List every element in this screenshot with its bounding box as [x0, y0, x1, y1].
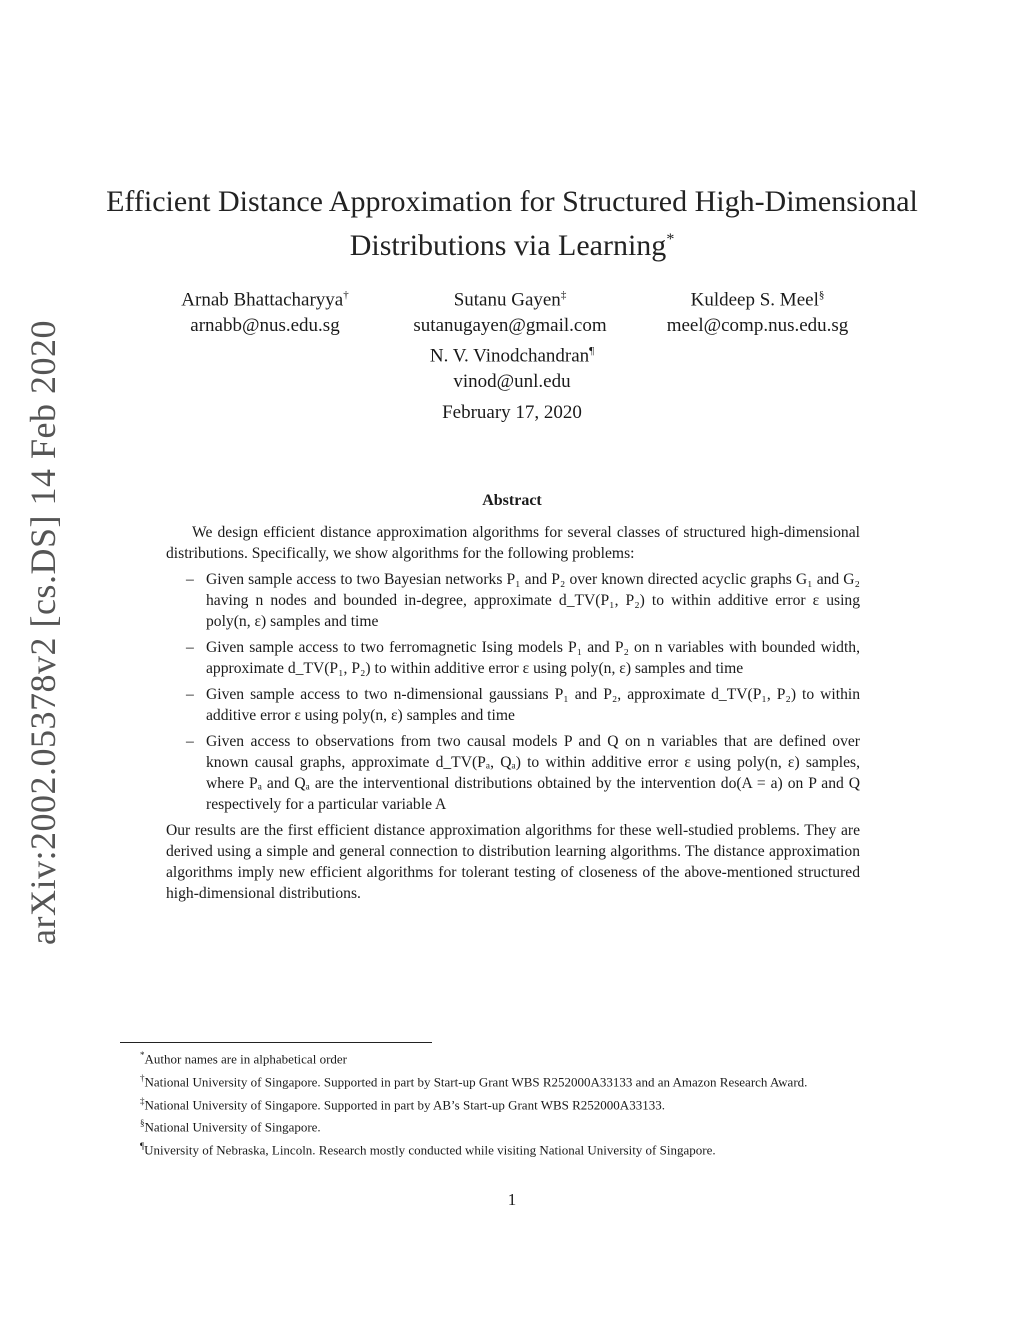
- title-line-2: Distributions via Learning*: [349, 229, 675, 262]
- footnote: ¶University of Nebraska, Lincoln. Research mostly conducted while visiting National University of Singapore.: [140, 1141, 716, 1158]
- list-item: – Given access to observations from two causal models P and Q on n variables that are defined over known causal graphs, approximate d_TV(Pₐ, Qₐ) to within additive error ε using poly(n, ε) samples, where Pₐ and Qₐ are the interventional distributions obtained by the intervention do(A = a) on P and Q respectively for a particular variable A: [186, 733, 860, 813]
- author-name: Kuldeep S. Meel§: [690, 289, 825, 311]
- author-block: [155, 282, 375, 339]
- list-item: – Given sample access to two n-dimensional gaussians P₁ and P₂, approximate d_TV(P₁, P₂) to within additive error ε using poly(n, ε) samples and time: [186, 686, 860, 724]
- author-email: sutanugayen@gmail.com: [413, 315, 607, 337]
- list-item: – Given sample access to two Bayesian networks P₁ and P₂ over known directed acyclic graphs G₁ and G₂ having n nodes and bounded in-degree, approximate d_TV(P₁, P₂) to within additive error ε using poly(n, ε) samples and time: [186, 571, 860, 630]
- author-email: vinod@unl.edu: [453, 371, 571, 393]
- page-number: 1: [507, 1190, 517, 1209]
- author-block: [650, 282, 865, 339]
- footnotes: [120, 1046, 906, 1160]
- author-name: Arnab Bhattacharyya†: [181, 289, 349, 311]
- author-name: Sutanu Gayen‡: [453, 289, 567, 311]
- abstract-heading: Abstract: [482, 492, 542, 509]
- author-email: meel@comp.nus.edu.sg: [666, 315, 849, 337]
- footnote: *Author names are in alphabetical order: [140, 1050, 347, 1067]
- problem-list: [166, 569, 860, 815]
- footnote-divider: [120, 1042, 432, 1043]
- abstract-body: [166, 522, 860, 904]
- list-item: – Given sample access to two ferromagnetic Ising models P₁ and P₂ on n variables with bounded width, approximate d_TV(P₁, P₂) to within additive error ε using poly(n, ε) samples and time: [186, 639, 860, 677]
- footnote: †National University of Singapore. Supported in part by Start-up Grant WBS R252000A33133 and an Amazon Research Award.: [140, 1072, 808, 1090]
- author-block: [395, 282, 625, 339]
- publication-date: February 17, 2020: [442, 402, 582, 423]
- paper-title: [100, 183, 924, 265]
- author-email: arnabb@nus.edu.sg: [190, 315, 340, 337]
- arxiv-identifier-stamp: arXiv:2002.05378v2 [cs.DS] 14 Feb 2020: [23, 320, 63, 945]
- author-block: [392, 338, 632, 395]
- title-line-1: Efficient Distance Approximation for Structured High-Dimensional: [106, 185, 918, 218]
- abstract-closing: Our results are the first efficient distance approximation algorithms for these well-studied problems. They are derived using a simple and general connection to distribution learning algorithms. The distance approximation algorithms imply new efficient algorithms for tolerant testing of closeness of the above-mentioned structured high-dimensional distributions.: [166, 822, 860, 902]
- footnote: ‡National University of Singapore. Supported in part by AB’s Start-up Grant WBS R252000A33133.: [140, 1095, 665, 1112]
- abstract-intro: We design efficient distance approximation algorithms for several classes of structured high-dimensional distributions. Specifically, we show algorithms for the following problems:: [166, 524, 860, 562]
- footnote: §National University of Singapore.: [140, 1118, 321, 1135]
- author-name: N. V. Vinodchandran¶: [429, 345, 595, 367]
- title-footnote-mark: *: [666, 231, 675, 248]
